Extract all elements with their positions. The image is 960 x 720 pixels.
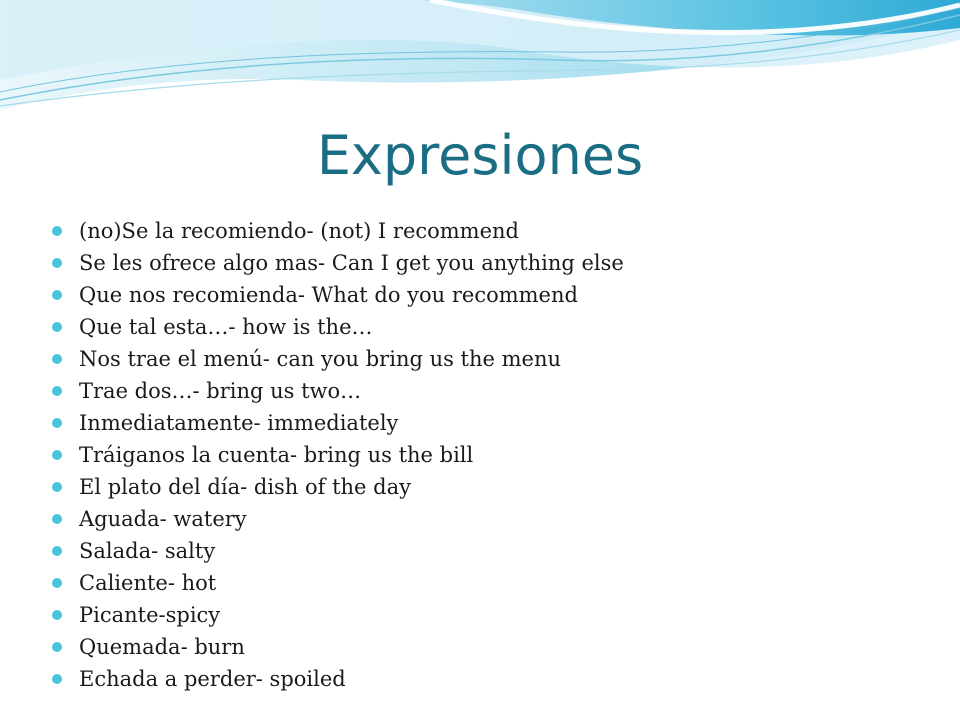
list-item xyxy=(50,247,930,279)
list-item xyxy=(50,535,930,567)
bullet-dot-icon xyxy=(52,642,62,652)
bullet-dot-icon xyxy=(52,354,62,364)
bullet-dot-icon xyxy=(52,450,62,460)
bullet-dot-icon xyxy=(52,578,62,588)
bullet-dot-icon xyxy=(52,514,62,524)
decorative-wave-banner xyxy=(0,0,960,120)
list-item xyxy=(50,631,930,663)
bullet-dot-icon xyxy=(52,418,62,428)
list-item xyxy=(50,439,930,471)
list-item xyxy=(50,407,930,439)
list-item xyxy=(50,567,930,599)
list-item-text: Inmediatamente- immediately xyxy=(79,411,399,435)
list-item xyxy=(50,503,930,535)
bullet-dot-icon xyxy=(52,610,62,620)
list-item-text: Salada- salty xyxy=(79,539,216,563)
list-item-text: (no)Se la recomiendo- (not) I recommend xyxy=(79,219,519,243)
list-item-text: El plato del día- dish of the day xyxy=(79,475,411,499)
list-item xyxy=(50,471,930,503)
expressions-list xyxy=(50,215,930,695)
bullet-dot-icon xyxy=(52,322,62,332)
list-item xyxy=(50,663,930,695)
list-item-text: Nos trae el menú- can you bring us the menu xyxy=(79,347,562,371)
list-item-text: Que tal esta…- how is the… xyxy=(79,315,373,339)
list-item xyxy=(50,375,930,407)
slide-title: Expresiones xyxy=(316,124,644,187)
list-item-text: Tráiganos la cuenta- bring us the bill xyxy=(79,443,474,467)
bullet-dot-icon xyxy=(52,226,62,236)
bullet-dot-icon xyxy=(52,386,62,396)
list-item-text: Se les ofrece algo mas- Can I get you anything else xyxy=(79,251,624,275)
list-item xyxy=(50,311,930,343)
list-item-text: Que nos recomienda- What do you recommend xyxy=(79,283,578,307)
bullet-dot-icon xyxy=(52,546,62,556)
list-item xyxy=(50,215,930,247)
bullet-dot-icon xyxy=(52,290,62,300)
list-item-text: Aguada- watery xyxy=(79,507,247,531)
list-item-text: Picante-spicy xyxy=(79,603,221,627)
list-item xyxy=(50,279,930,311)
list-item xyxy=(50,343,930,375)
list-item-text: Quemada- burn xyxy=(79,635,245,659)
bullet-dot-icon xyxy=(52,482,62,492)
bullet-dot-icon xyxy=(52,258,62,268)
list-item-text: Echada a perder- spoiled xyxy=(79,667,346,691)
bullet-dot-icon xyxy=(52,674,62,684)
list-item xyxy=(50,599,930,631)
list-item-text: Caliente- hot xyxy=(79,571,217,595)
list-item-text: Trae dos…- bring us two… xyxy=(79,379,362,403)
